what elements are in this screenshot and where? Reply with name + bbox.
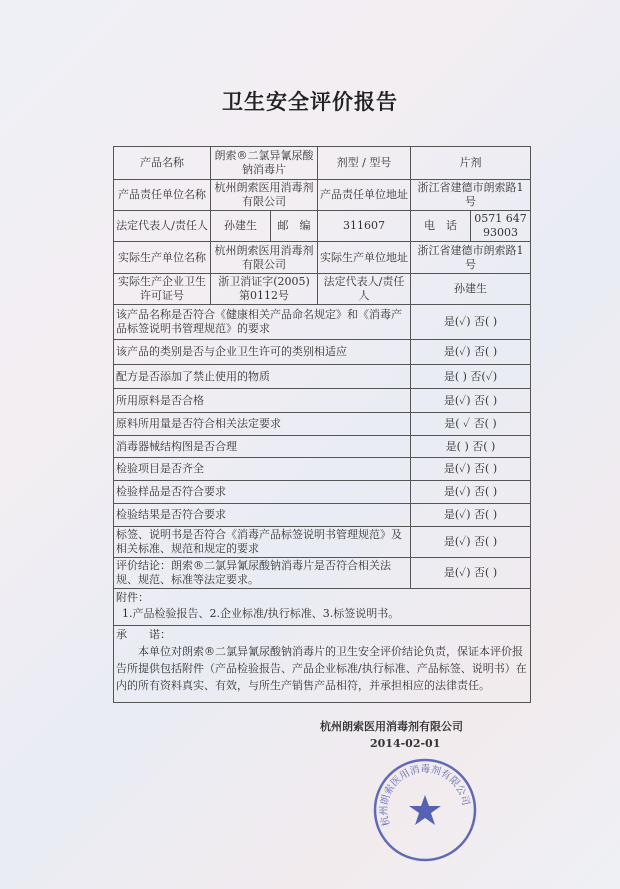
question-row bbox=[114, 340, 531, 365]
answer: 是(✓) 否( ) bbox=[411, 389, 531, 413]
question-row bbox=[114, 504, 531, 527]
answer: 是( ✓ 否( ) bbox=[411, 413, 531, 436]
document-title: 卫生安全评价报告 bbox=[222, 89, 398, 114]
answer: 是(✓) 否( ) bbox=[411, 481, 531, 504]
question-text: 检验项目是否齐全 bbox=[114, 458, 411, 481]
signature-block bbox=[0, 719, 620, 889]
actual-unit-label: 实际生产单位名称 bbox=[114, 242, 211, 274]
question-row bbox=[114, 305, 531, 340]
answer: 是(✓) 否( ) bbox=[411, 458, 531, 481]
promise bbox=[114, 626, 531, 703]
legal-rep2: 孙建生 bbox=[411, 274, 531, 305]
promise-label: 承 诺： bbox=[116, 628, 171, 641]
question-text: 配方是否添加了禁止使用的物质 bbox=[114, 365, 411, 389]
form-label: 剂型 / 型号 bbox=[318, 147, 411, 180]
legal-rep-label: 法定代表人/责任人 bbox=[114, 211, 211, 242]
license: 浙卫消证字(2005)第0112号 bbox=[211, 274, 318, 305]
question-text: 原料所用量是否符合相关法定要求 bbox=[114, 413, 411, 436]
actual-addr: 浙江省建德市朗索路1号 bbox=[411, 242, 531, 274]
answer: 是( ) 否(✓) bbox=[411, 365, 531, 389]
answer: 是(✓) 否( ) bbox=[411, 340, 531, 365]
form-value: 片剂 bbox=[411, 147, 531, 180]
resp-addr: 浙江省建德市朗索路1号 bbox=[411, 180, 531, 211]
answer: 是(✓) 否( ) bbox=[411, 504, 531, 527]
question-row bbox=[114, 365, 531, 389]
actual-unit: 杭州朗索医用消毒剂有限公司 bbox=[211, 242, 318, 274]
signature-date: 2014-02-01 bbox=[370, 737, 441, 750]
star-icon bbox=[409, 795, 441, 825]
attachments-text: 1.产品检验报告、2.企业标准/执行标准、3.标签说明书。 bbox=[122, 607, 400, 620]
resp-addr-label: 产品责任单位地址 bbox=[318, 180, 411, 211]
question-row bbox=[114, 458, 531, 481]
question-row bbox=[114, 436, 531, 458]
resp-unit: 杭州朗索医用消毒剂有限公司 bbox=[211, 180, 318, 211]
postcode-label: 邮 编 bbox=[271, 211, 318, 242]
question-row bbox=[114, 481, 531, 504]
postcode: 311607 bbox=[318, 211, 411, 242]
question-text: 所用原料是否合格 bbox=[114, 389, 411, 413]
legal-rep: 孙建生 bbox=[211, 211, 271, 242]
answer: 是( ) 否( ) bbox=[411, 436, 531, 458]
question-text: 标签、说明书是否符合《消毒产品标签说明书管理规范》及相关标准、规范和规定的要求 bbox=[114, 527, 411, 558]
question-text: 该产品的类别是否与企业卫生许可的类别相适应 bbox=[114, 340, 411, 365]
license-label: 实际生产企业卫生许可证号 bbox=[114, 274, 211, 305]
question-row bbox=[114, 389, 531, 413]
product-name: 朗索®二氯异氰尿酸钠消毒片 bbox=[211, 147, 318, 180]
resp-unit-label: 产品责任单位名称 bbox=[114, 180, 211, 211]
answer: 是(✓) 否( ) bbox=[411, 305, 531, 340]
attachments-label: 附件： bbox=[116, 591, 149, 604]
promise-text: 本单位对朗索®二氯异氰尿酸钠消毒片的卫生安全评价结论负责，保证本评价报告所提供包括附件（产品检验报告、产品企业标准/执行标准、产品标签、说明书）在内的所有资料真实、有效，与所生产销售产品相符，并承担相应的法律责任。 bbox=[116, 645, 527, 692]
company-seal-stamp bbox=[372, 757, 478, 863]
phone: 0571 64793003 bbox=[471, 211, 531, 242]
question-text: 该产品名称是否符合《健康相关产品命名规定》和《消毒产品标签说明书管理规范》的要求 bbox=[114, 305, 411, 340]
legal-rep2-label: 法定代表人/责任人 bbox=[318, 274, 411, 305]
question-row bbox=[114, 413, 531, 436]
question-text: 评价结论：朗索®二氯异氰尿酸钠消毒片是否符合相关法规、规范、标准等法定要求。 bbox=[114, 558, 411, 589]
evaluation-table bbox=[113, 146, 531, 703]
question-row bbox=[114, 558, 531, 589]
phone-label: 电 话 bbox=[411, 211, 471, 242]
question-text: 消毒器械结构图是否合理 bbox=[114, 436, 411, 458]
question-text: 检验样品是否符合要求 bbox=[114, 481, 411, 504]
question-text: 检验结果是否符合要求 bbox=[114, 504, 411, 527]
answer: 是(✓) 否( ) bbox=[411, 558, 531, 589]
question-row bbox=[114, 527, 531, 558]
actual-addr-label: 实际生产单位地址 bbox=[318, 242, 411, 274]
answer: 是(✓) 否( ) bbox=[411, 527, 531, 558]
attachments bbox=[114, 589, 531, 626]
signature-company: 杭州朗索医用消毒剂有限公司 bbox=[320, 720, 463, 733]
product-name-label: 产品名称 bbox=[114, 147, 211, 180]
seal-text: 杭州朗索医用消毒剂有限公司 bbox=[378, 764, 471, 828]
